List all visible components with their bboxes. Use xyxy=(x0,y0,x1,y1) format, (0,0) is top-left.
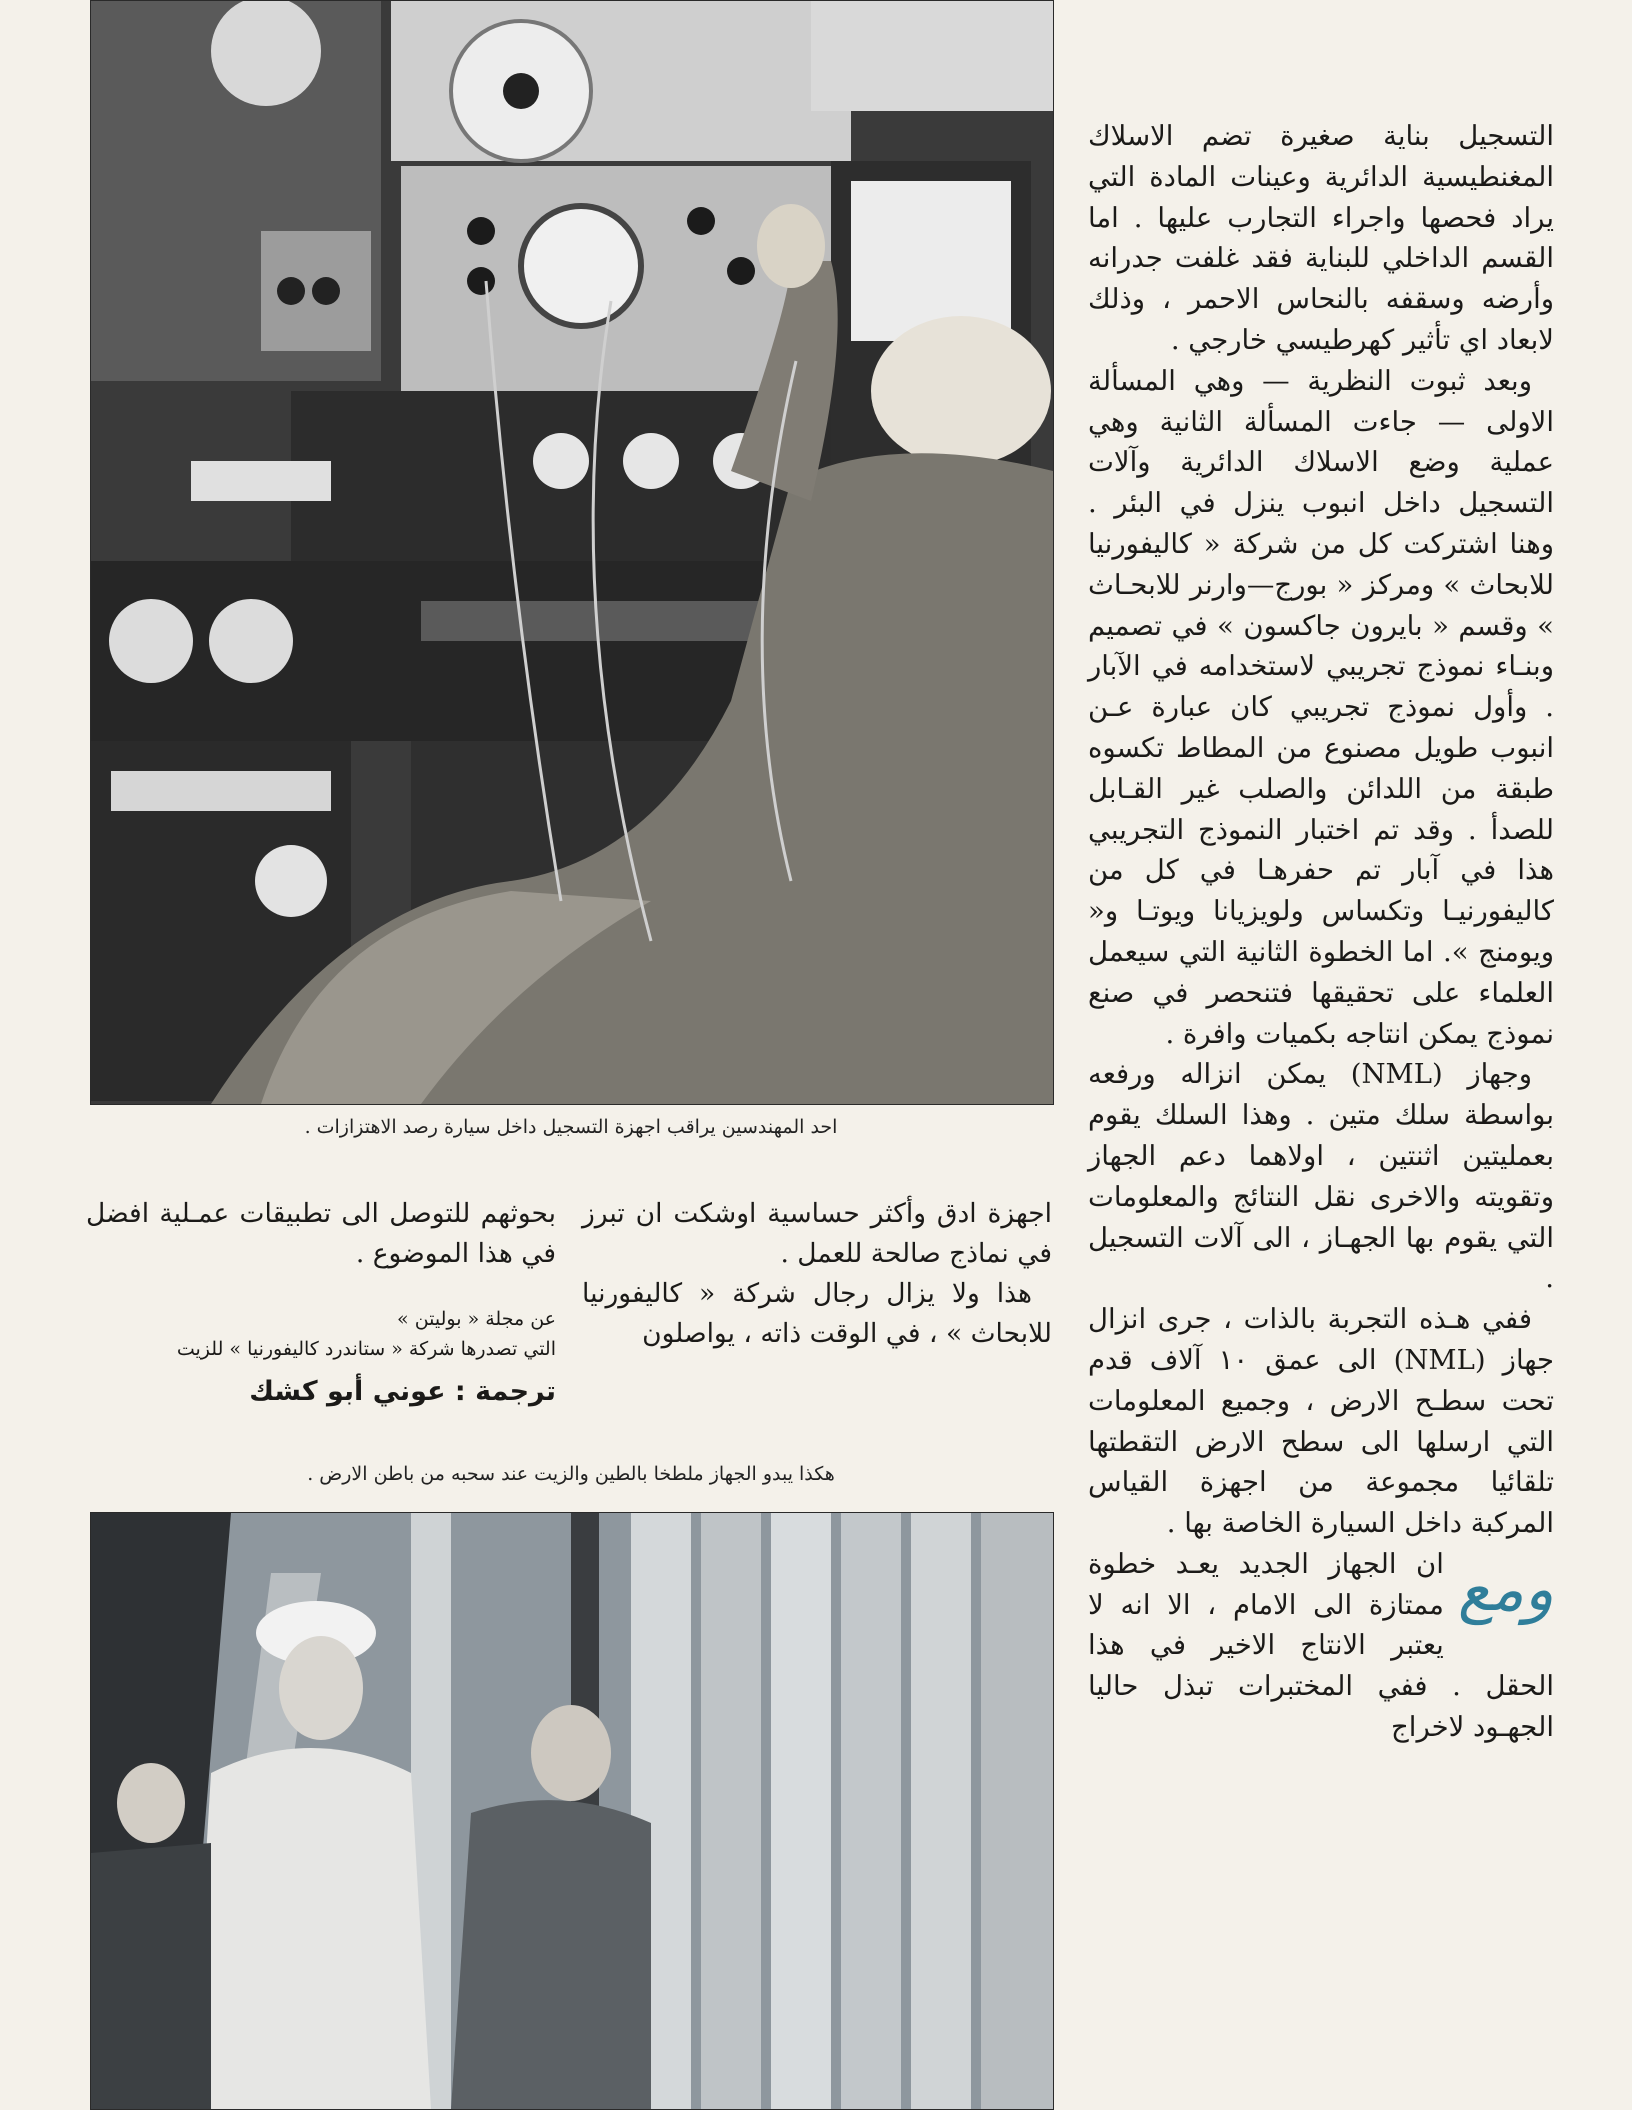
decorative-dropcap: ومع xyxy=(1457,1551,1554,1625)
article-paragraph: هذا ولا يزال رجال شركة « كاليفورنيا للابحاث » ، في الوقت ذاته ، يواصلون xyxy=(582,1278,1052,1349)
translator-credit: ترجمة : عوني أبو كشك xyxy=(249,1376,556,1407)
source-publisher: التي تصدرها شركة « ستاندرد كاليفورنيا » للزيت xyxy=(176,1338,556,1360)
dropcap-paragraph-text: ان الجهاز الجديد يعـد خطوة ممتازة الى الامام ، الا انه لا يعتبر الانتاج الاخير في هذا الحقل . ففي المختبرات تبذل حاليا الجهـود لاخراج xyxy=(1088,1547,1554,1744)
article-paragraph: التسجيل بناية صغيرة تضم الاسلاك المغنطيسية الدائرية وعينات المادة التي يراد فحصها واجراء التجارب عليها . اما القسم الداخلي للبناية فقد غلفت جدرانه وأرضه وسقفه بالنحاس الاحمر ، وذلك لابعاد اي تأثير كهرطيسي خارجي . xyxy=(1088,120,1554,356)
dropcap-paragraph xyxy=(1088,1544,1554,1748)
article-left-column xyxy=(86,1194,556,1412)
source-magazine: عن مجلة « بوليتن » xyxy=(397,1308,556,1330)
rig-photo-caption: هكذا يبدو الجهاز ملطخا بالطين والزيت عند سحبه من باطن الارض . xyxy=(307,1463,835,1485)
rig-workers-photo xyxy=(90,1512,1054,2110)
article-paragraph: وبعد ثبوت النظرية — وهي المسألة الاولى — جاءت المسألة الثانية وهي عملية وضع الاسلاك الدائرية وآلات التسجيل داخل انبوب ينزل في البئر . وهنا اشتركت كل من شركة « كاليفورنيا للابحاث » ومركز « بورج—وارنر للابحـاث » وقسم « بايرون جاكسون » في تصميم وبنـاء نموذج تجريبي لاستخدامه في الآبار . وأول نموذج تجريبي كان عبارة عـن انبوب طويل مصنوع من المطاط تكسوه طبقة من اللدائن والصلب غير القـابل للصدأ . وقد تم اختبار النموذج التجريبي هذا في آبار تم حفرهـا في كل من كاليفورنيـا وتكساس ولويزيانا ويوتـا و« ويومنج ». اما الخطوة الثانية التي سيعمل العلماء على تحقيقها فتنحصر في صنع نموذج يمكن انتاجه بكميات وافرة . xyxy=(1088,364,1554,1050)
source-credit xyxy=(86,1304,556,1364)
engineer-photo xyxy=(90,0,1054,1105)
engineer-photo-illustration xyxy=(91,1,1053,1104)
article-paragraph: وجهاز (NML) يمكن انزاله ورفعه بواسطة سلك متين . وهذا السلك يقوم بعمليتين اثنتين ، اولاهما دعم الجهاز وتقويته والاخرى نقل النتائج والمعلومات التي يقوم بها الجهـاز ، الى آلات التسجيل . xyxy=(1088,1058,1554,1295)
rig-workers-photo-illustration xyxy=(91,1513,1053,2109)
article-paragraph: بحوثهم للتوصل الى تطبيقات عمـلية افضل في هذا الموضوع . xyxy=(86,1198,556,1269)
article-right-column xyxy=(1088,116,1554,1748)
article-paragraph: ففي هـذه التجربة بالذات ، جرى انزال جهاز (NML) الى عمق ١٠ آلاف قدم تحت سطـح الارض ، وجميع المعلومات التي ارسلها الى سطح الارض التقطتها تلقائيا مجموعة من اجهزة القياس المركبة داخل السيارة الخاصة بها . xyxy=(1088,1303,1554,1540)
article-middle-column xyxy=(582,1194,1052,1354)
engineer-photo-caption: احد المهندسين يراقب اجهزة التسجيل داخل سيارة رصد الاهتزازات . xyxy=(304,1116,838,1138)
article-paragraph: اجهزة ادق وأكثر حساسية اوشكت ان تبرز في نماذج صالحة للعمل . xyxy=(582,1198,1052,1269)
